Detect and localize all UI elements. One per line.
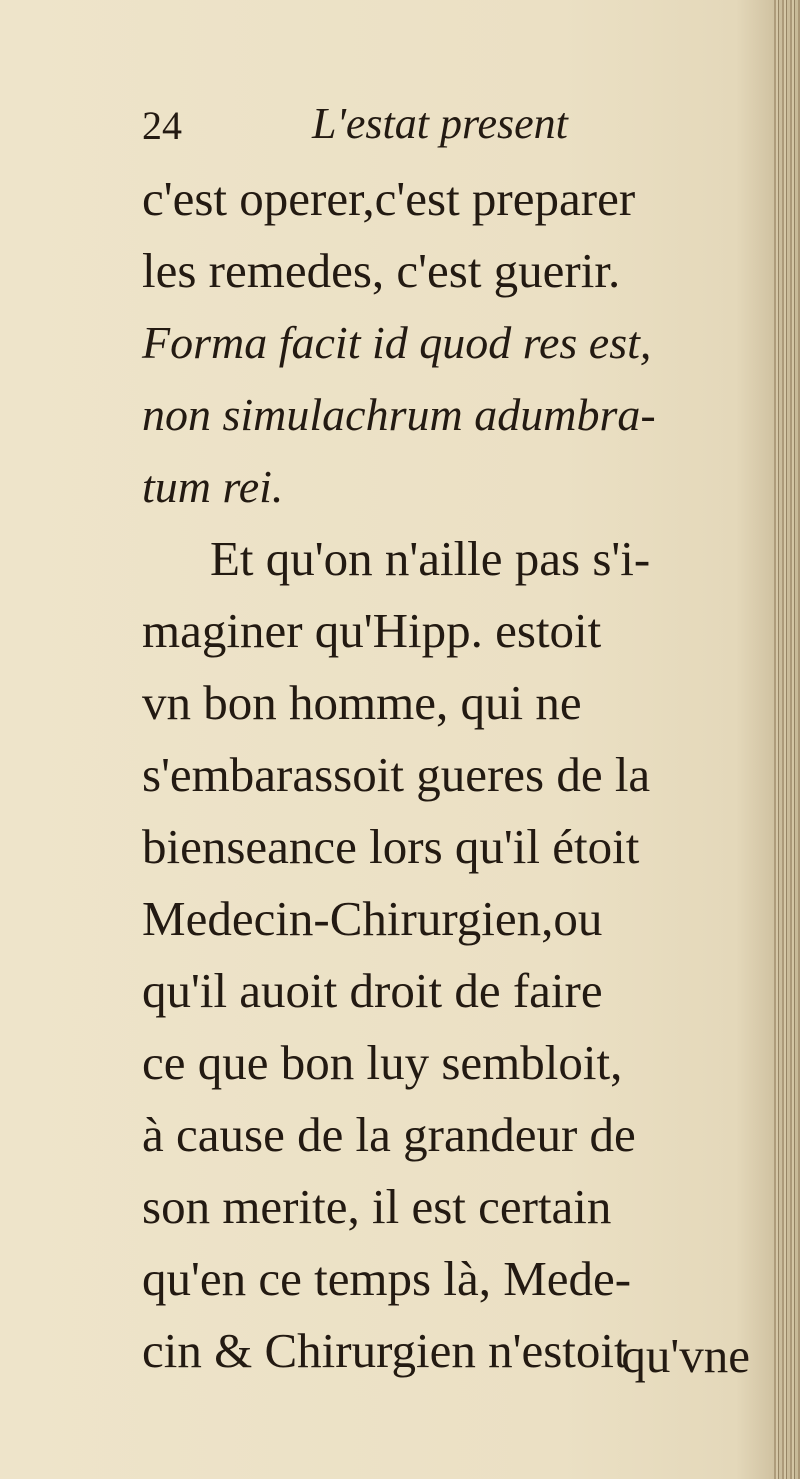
text-line: son merite, il est certain xyxy=(142,1179,612,1234)
text-line: ce que bon luy sembloit, xyxy=(142,1035,623,1090)
text-line: bienseance lors qu'il étoit xyxy=(142,819,640,874)
catchword: qu'vne xyxy=(621,1328,750,1383)
page-number: 24 xyxy=(142,103,182,148)
text-line: les remedes, c'est guerir. xyxy=(142,243,621,298)
text-line: vn bon homme, qui ne xyxy=(142,675,582,730)
text-line-latin: tum rei. xyxy=(142,461,284,512)
running-title: L'estat present xyxy=(312,99,568,148)
text-line: maginer qu'Hipp. estoit xyxy=(142,603,602,658)
text-line-latin: non simulachrum adumbra- xyxy=(142,389,656,440)
text-line: cin & Chirurgien n'estoit xyxy=(142,1323,628,1378)
text-line: c'est operer,c'est preparer xyxy=(142,171,636,226)
paragraph-start-line: Et qu'on n'aille pas s'i- xyxy=(210,531,651,586)
page-header xyxy=(142,96,642,156)
text-line: qu'il auoit droit de faire xyxy=(142,963,603,1018)
text-line: qu'en ce temps là, Mede- xyxy=(142,1251,632,1306)
page-edge xyxy=(774,0,800,1479)
text-line: à cause de la grandeur de xyxy=(142,1107,636,1162)
body-text xyxy=(142,163,752,1387)
text-line-latin: Forma facit id quod res est, xyxy=(142,317,652,368)
text-line: Medecin-Chirurgien,ou xyxy=(142,891,603,946)
text-line: s'embarassoit gueres de la xyxy=(142,747,651,802)
